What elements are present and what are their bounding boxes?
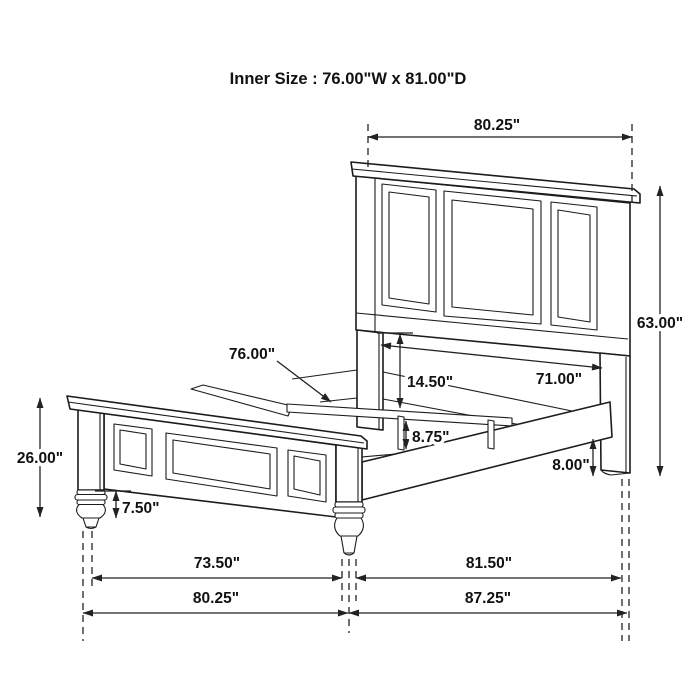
- headboard-panel-center: [444, 191, 541, 324]
- dim-label-side-rail-span: 81.50": [465, 555, 513, 572]
- headboard-panel-right: [551, 202, 597, 330]
- dim-label-headboard-clearance: 14.50": [407, 374, 454, 391]
- footboard: [67, 396, 367, 555]
- headboard-panel-left: [382, 184, 436, 312]
- footboard-left-leg: [75, 409, 107, 529]
- diagram-title: Inner Size : 76.00"W x 81.00"D: [229, 70, 467, 88]
- footboard-panel-right: [288, 450, 326, 502]
- leader-line-inner-width: [277, 361, 331, 402]
- dim-label-overall-length: 87.25": [464, 590, 512, 607]
- dim-label-leg-span: 73.50": [193, 555, 241, 572]
- dim-label-headboard-height: 63.00": [636, 315, 684, 332]
- dim-label-rail-clearance: 8.00": [552, 457, 590, 474]
- dim-label-slat-height: 8.75": [412, 429, 450, 446]
- footboard-panel-left: [114, 424, 152, 476]
- dim-label-footboard-width: 80.25": [192, 590, 240, 607]
- dim-label-inner-width: 76.00": [228, 346, 276, 363]
- dim-label-leg-height: 7.50": [122, 500, 160, 517]
- dim-label-inner-length: 71.00": [535, 371, 583, 388]
- dim-label-footboard-height: 26.00": [16, 450, 64, 467]
- footboard-right-leg: [333, 444, 365, 555]
- dim-label-headboard-width-top: 80.25": [473, 117, 521, 134]
